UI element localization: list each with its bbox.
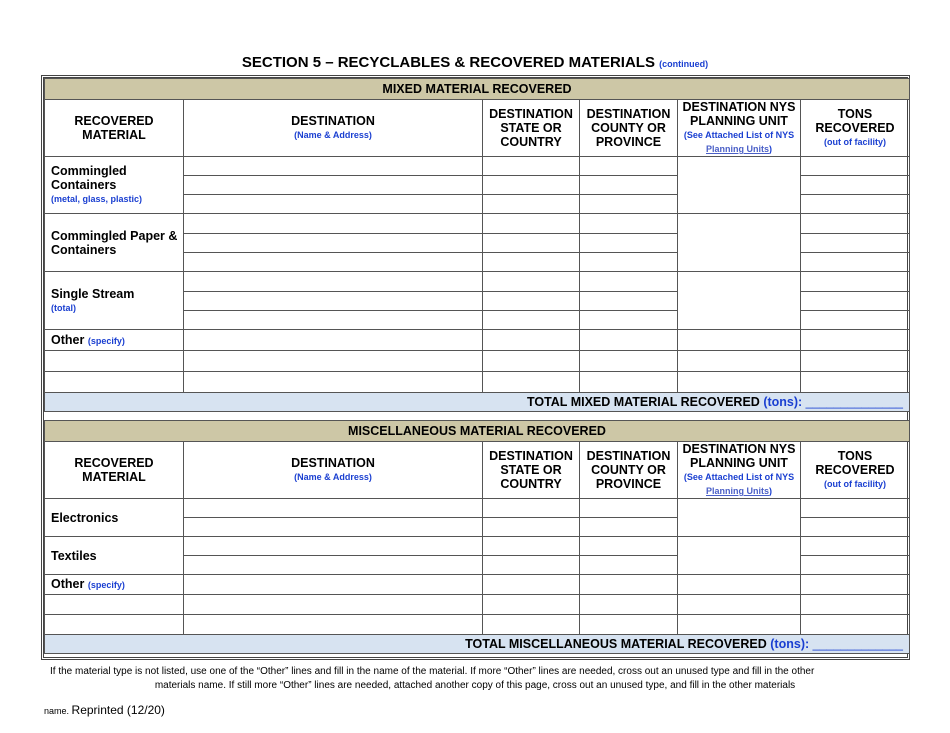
destination-cell[interactable]	[184, 157, 483, 176]
material-other	[45, 575, 184, 595]
note-line-2: materials name. If still more “Other” lines are needed, attached another copy of this page, cross out an unused type, and fill in the other materials	[154, 680, 796, 691]
note-line-1: If the material type is not listed, use one of the “Other” lines and fill in the name of the material. If more “Other” lines are needed, cross out an unused type and fill in the other	[50, 666, 815, 677]
county-cell[interactable]	[580, 595, 678, 615]
table-row	[45, 595, 910, 615]
state-cell[interactable]	[483, 157, 580, 176]
destination-cell[interactable]	[184, 195, 483, 214]
tons-cell[interactable]	[801, 537, 910, 556]
county-cell[interactable]	[580, 330, 678, 351]
county-cell[interactable]	[580, 615, 678, 635]
table-row	[45, 351, 910, 372]
planning-sub-post: )	[769, 144, 772, 154]
header-tons-sub: (out of facility)	[824, 479, 886, 489]
misc-section-heading: MISCELLANEOUS MATERIAL RECOVERED	[45, 421, 910, 442]
header-tons	[801, 442, 910, 499]
header-planning-label: DESTINATION NYS PLANNING UNIT	[682, 442, 796, 470]
planning-unit-cell[interactable]	[678, 615, 801, 635]
tons-cell[interactable]	[801, 556, 910, 575]
county-cell[interactable]	[580, 575, 678, 595]
planning-units-link[interactable]: Planning Units	[706, 486, 769, 496]
material-name: Commingled Paper & Containers	[51, 228, 178, 257]
planning-unit-cell[interactable]	[678, 595, 801, 615]
planning-unit-cell[interactable]	[678, 330, 801, 351]
table-row	[45, 272, 910, 292]
destination-cell[interactable]	[184, 176, 483, 195]
state-cell[interactable]	[483, 176, 580, 195]
tons-cell[interactable]	[801, 176, 910, 195]
state-cell[interactable]	[483, 292, 580, 311]
instructions-note	[50, 665, 900, 693]
destination-cell[interactable]	[184, 351, 483, 372]
destination-cell[interactable]	[184, 311, 483, 330]
tons-cell[interactable]	[801, 214, 910, 234]
county-cell[interactable]	[580, 253, 678, 272]
material-single-stream	[45, 272, 184, 330]
county-cell[interactable]	[580, 556, 678, 575]
mixed-total-label: TOTAL MIXED MATERIAL RECOVERED	[526, 395, 760, 409]
header-planning-label: DESTINATION NYS PLANNING UNIT	[682, 100, 796, 128]
material-name: Other	[51, 332, 85, 347]
mixed-material-table	[44, 78, 910, 412]
material-name: Other	[51, 577, 85, 591]
tons-cell[interactable]	[801, 330, 910, 351]
misc-total-row	[45, 635, 910, 654]
header-tons-sub: (out of facility)	[824, 137, 886, 147]
header-county: DESTINATION COUNTY OR PROVINCE	[580, 442, 678, 499]
material-name: Textiles	[51, 548, 97, 563]
planning-unit-cell[interactable]	[678, 372, 801, 393]
material-electronics	[45, 499, 184, 537]
header-recovered-material: RECOVERED MATERIAL	[45, 442, 184, 499]
material-commingled-containers	[45, 157, 184, 214]
planning-unit-cell[interactable]	[678, 351, 801, 372]
tons-cell[interactable]	[801, 253, 910, 272]
misc-material-table	[44, 420, 910, 654]
state-cell[interactable]	[483, 537, 580, 556]
county-cell[interactable]	[580, 195, 678, 214]
state-cell[interactable]	[483, 615, 580, 635]
county-cell[interactable]	[580, 537, 678, 556]
misc-total-unit: (tons):	[770, 637, 810, 651]
state-cell[interactable]	[483, 330, 580, 351]
header-tons-label: TONS RECOVERED	[815, 107, 895, 135]
header-destination-label: DESTINATION	[291, 456, 375, 470]
state-cell[interactable]	[483, 372, 580, 393]
table-row	[45, 575, 910, 595]
state-cell[interactable]	[483, 575, 580, 595]
destination-cell[interactable]	[184, 595, 483, 615]
county-cell[interactable]	[580, 272, 678, 292]
county-cell[interactable]	[580, 214, 678, 234]
material-textiles	[45, 537, 184, 575]
county-cell[interactable]	[580, 176, 678, 195]
misc-total-label: TOTAL MISCELLANEOUS MATERIAL RECOVERED	[465, 637, 767, 651]
mixed-total-input[interactable]: ______________	[805, 395, 903, 409]
tons-cell[interactable]	[801, 575, 910, 595]
destination-cell[interactable]	[184, 292, 483, 311]
material-note: (specify)	[87, 580, 125, 590]
header-state: DESTINATION STATE OR COUNTRY	[483, 100, 580, 157]
material-note: (metal, glass, plastic)	[51, 194, 143, 204]
material-commingled-paper	[45, 214, 184, 272]
destination-cell[interactable]	[184, 372, 483, 393]
header-destination-label: DESTINATION	[291, 114, 375, 128]
county-cell[interactable]	[580, 311, 678, 330]
tons-cell[interactable]	[801, 157, 910, 176]
tons-cell[interactable]	[801, 595, 910, 615]
header-county: DESTINATION COUNTY OR PROVINCE	[580, 100, 678, 157]
state-cell[interactable]	[483, 499, 580, 518]
tons-cell[interactable]	[801, 272, 910, 292]
planning-sub-pre: (See Attached List of NYS	[683, 130, 795, 140]
material-other	[45, 330, 184, 351]
mixed-total-unit: (tons):	[763, 395, 803, 409]
page-title	[0, 54, 950, 71]
destination-cell[interactable]	[184, 537, 483, 556]
planning-unit-cell[interactable]	[678, 499, 801, 537]
header-destination	[184, 100, 483, 157]
footer-prefix: name.	[44, 706, 70, 716]
county-cell[interactable]	[580, 234, 678, 253]
header-destination	[184, 442, 483, 499]
county-cell[interactable]	[580, 518, 678, 537]
county-cell[interactable]	[580, 499, 678, 518]
other-name-cell[interactable]	[45, 615, 184, 635]
tons-cell[interactable]	[801, 234, 910, 253]
continued-label: (continued)	[659, 59, 709, 69]
state-cell[interactable]	[483, 518, 580, 537]
tons-cell[interactable]	[801, 518, 910, 537]
material-name: Commingled Containers	[51, 164, 127, 192]
table-row	[45, 615, 910, 635]
county-cell[interactable]	[580, 292, 678, 311]
table-row	[45, 330, 910, 351]
destination-cell[interactable]	[184, 253, 483, 272]
planning-sub-pre: (See Attached List of NYS	[683, 472, 795, 482]
footer	[44, 703, 165, 717]
destination-cell[interactable]	[184, 272, 483, 292]
table-row	[45, 537, 910, 556]
material-note: (total)	[51, 302, 76, 313]
state-cell[interactable]	[483, 351, 580, 372]
table-row	[45, 214, 910, 234]
state-cell[interactable]	[483, 234, 580, 253]
table-row	[45, 499, 910, 518]
header-destination-sub: (Name & Address)	[294, 130, 372, 140]
tons-cell[interactable]	[801, 372, 910, 393]
destination-cell[interactable]	[184, 330, 483, 351]
tons-cell[interactable]	[801, 195, 910, 214]
state-cell[interactable]	[483, 195, 580, 214]
header-planning-unit	[678, 442, 801, 499]
state-cell[interactable]	[483, 214, 580, 234]
planning-unit-cell[interactable]	[678, 214, 801, 272]
tons-cell[interactable]	[801, 615, 910, 635]
material-note: (specify)	[87, 335, 125, 346]
table-row	[45, 372, 910, 393]
header-planning-unit	[678, 100, 801, 157]
other-name-cell[interactable]	[45, 351, 184, 372]
state-cell[interactable]	[483, 595, 580, 615]
other-name-cell[interactable]	[45, 372, 184, 393]
destination-cell[interactable]	[184, 615, 483, 635]
destination-cell[interactable]	[184, 518, 483, 537]
tons-cell[interactable]	[801, 499, 910, 518]
other-name-cell[interactable]	[45, 595, 184, 615]
destination-cell[interactable]	[184, 499, 483, 518]
planning-unit-cell[interactable]	[678, 575, 801, 595]
material-name: Single Stream	[51, 286, 135, 301]
header-tons	[801, 100, 910, 157]
tons-cell[interactable]	[801, 351, 910, 372]
header-recovered-material: RECOVERED MATERIAL	[45, 100, 184, 157]
material-name: Electronics	[51, 510, 119, 525]
county-cell[interactable]	[580, 351, 678, 372]
planning-unit-cell[interactable]	[678, 272, 801, 330]
section-title: SECTION 5 – RECYCLABLES & RECOVERED MATERIALS	[241, 54, 655, 71]
state-cell[interactable]	[483, 272, 580, 292]
mixed-total-row	[45, 393, 910, 412]
state-cell[interactable]	[483, 556, 580, 575]
tons-cell[interactable]	[801, 311, 910, 330]
table-row	[45, 157, 910, 176]
planning-unit-cell[interactable]	[678, 157, 801, 214]
mixed-section-heading: MIXED MATERIAL RECOVERED	[45, 79, 910, 100]
state-cell[interactable]	[483, 253, 580, 272]
planning-sub-post: )	[769, 486, 772, 496]
reprinted-label: Reprinted (12/20)	[71, 703, 165, 717]
tons-cell[interactable]	[801, 292, 910, 311]
planning-unit-cell[interactable]	[678, 537, 801, 575]
destination-cell[interactable]	[184, 214, 483, 234]
county-cell[interactable]	[580, 157, 678, 176]
state-cell[interactable]	[483, 311, 580, 330]
county-cell[interactable]	[580, 372, 678, 393]
header-destination-sub: (Name & Address)	[294, 472, 372, 482]
destination-cell[interactable]	[184, 234, 483, 253]
planning-units-link[interactable]: Planning Units	[706, 144, 769, 154]
misc-total-input[interactable]: _____________	[812, 637, 903, 651]
header-tons-label: TONS RECOVERED	[815, 449, 895, 477]
header-state: DESTINATION STATE OR COUNTRY	[483, 442, 580, 499]
destination-cell[interactable]	[184, 556, 483, 575]
destination-cell[interactable]	[184, 575, 483, 595]
